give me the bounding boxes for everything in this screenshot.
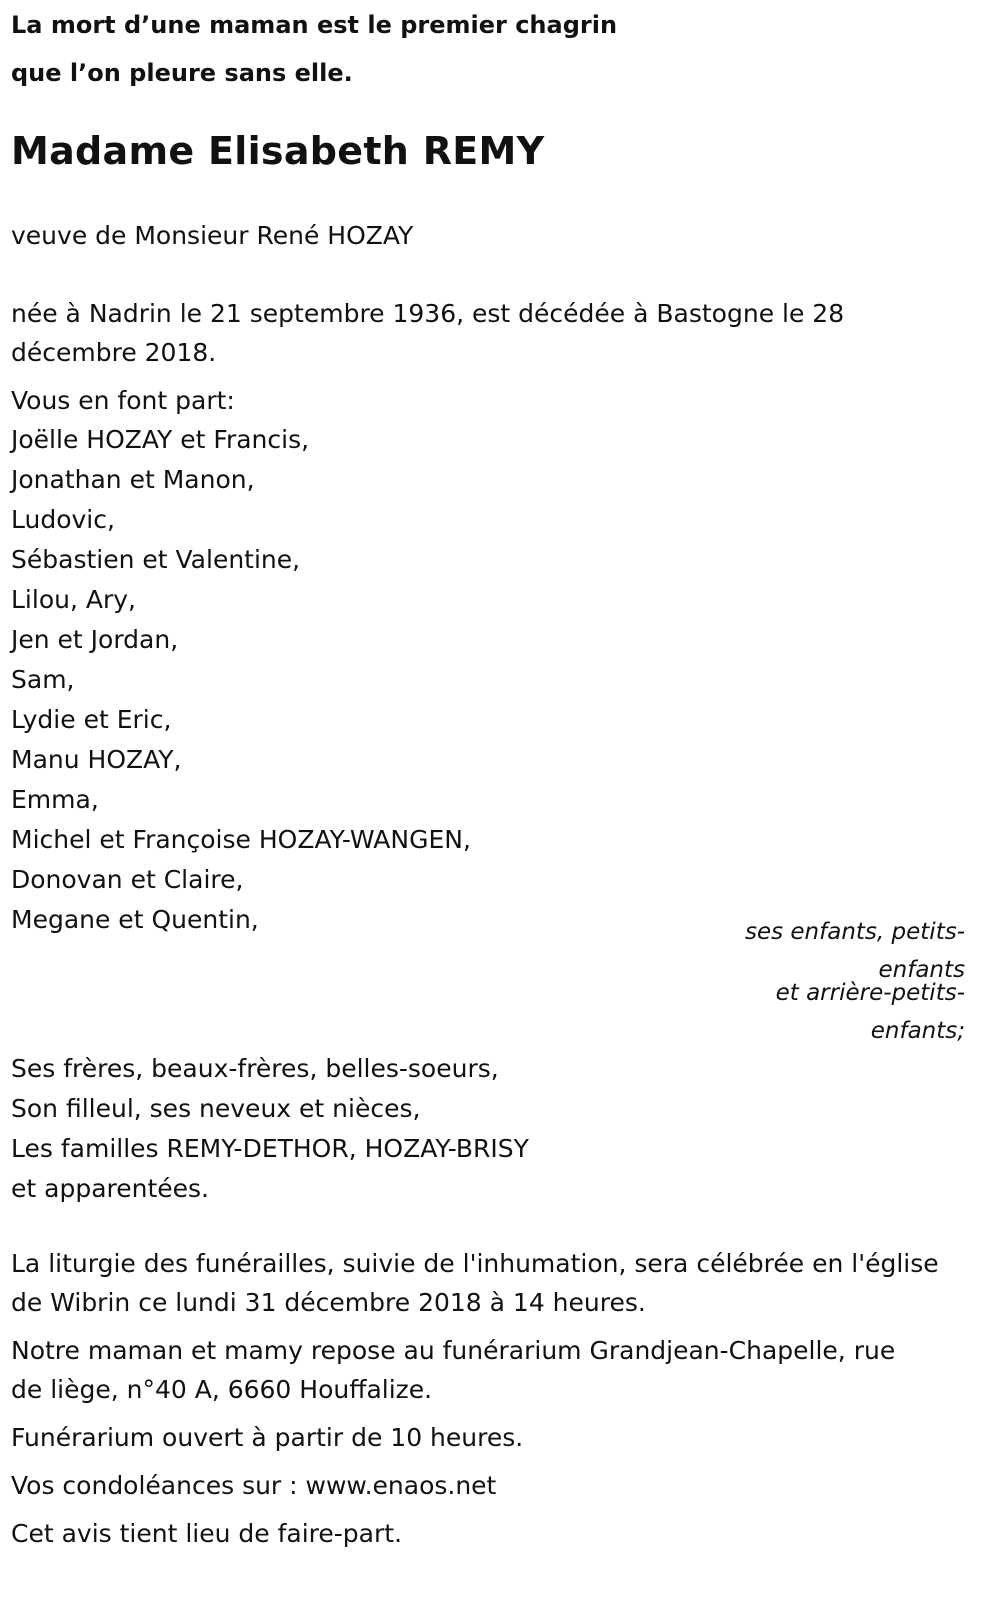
birth-death-line-2: décembre 2018. <box>11 338 217 367</box>
birth-death-line-1: née à Nadrin le 21 septembre 1936, est décédée à Bastogne le 28 <box>11 299 845 328</box>
widow-of: veuve de Monsieur René HOZAY <box>11 221 414 250</box>
family-role-line-1: ses enfants, petits- <box>744 919 965 945</box>
relatives-item: Son filleul, ses neveux et nièces, <box>11 1094 421 1123</box>
deceased-name: Madame Elisabeth REMY <box>11 129 545 173</box>
family-item: Lydie et Eric, <box>11 705 172 734</box>
family-item: Sam, <box>11 665 75 694</box>
family-role-line-4: enfants; <box>870 1018 965 1044</box>
quote-line-1: La mort d’une maman est le premier chagrin <box>11 11 618 39</box>
family-item: Emma, <box>11 785 99 814</box>
family-role-line-2: enfants <box>878 957 965 983</box>
family-item: Megane et Quentin, <box>11 905 259 934</box>
liturgy-line-1: La liturgie des funérailles, suivie de l'inhumation, sera célébrée en l'église <box>11 1249 939 1278</box>
relatives-item: et apparentées. <box>11 1174 209 1203</box>
family-item: Jonathan et Manon, <box>11 465 255 494</box>
liturgy-line-2: de Wibrin ce lundi 31 décembre 2018 à 14 heures. <box>11 1288 646 1317</box>
relatives-item: Les familles REMY-DETHOR, HOZAY-BRISY <box>11 1134 529 1163</box>
notice-footer: Cet avis tient lieu de faire-part. <box>11 1519 403 1548</box>
family-role-line-3: et arrière-petits- <box>775 980 965 1006</box>
announce-intro: Vous en font part: <box>11 386 235 415</box>
family-item: Donovan et Claire, <box>11 865 244 894</box>
family-list <box>11 420 471 940</box>
family-item: Ludovic, <box>11 505 115 534</box>
family-item: Sébastien et Valentine, <box>11 545 301 574</box>
condolences: Vos condoléances sur : www.enaos.net <box>11 1471 497 1500</box>
opening-hours: Funérarium ouvert à partir de 10 heures. <box>11 1423 524 1452</box>
relatives-item: Ses frères, beaux-frères, belles-soeurs, <box>11 1054 499 1083</box>
rest-line-2: de liège, n°40 A, 6660 Houffalize. <box>11 1375 433 1404</box>
quote-line-2: que l’on pleure sans elle. <box>11 59 353 87</box>
rest-line-1: Notre maman et mamy repose au funérarium Grandjean-Chapelle, rue <box>11 1336 896 1365</box>
family-item: Michel et Françoise HOZAY-WANGEN, <box>11 825 471 854</box>
family-item: Joëlle HOZAY et Francis, <box>11 425 310 454</box>
relatives-list <box>11 1049 529 1209</box>
family-item: Manu HOZAY, <box>11 745 182 774</box>
family-item: Lilou, Ary, <box>11 585 136 614</box>
family-item: Jen et Jordan, <box>11 625 179 654</box>
